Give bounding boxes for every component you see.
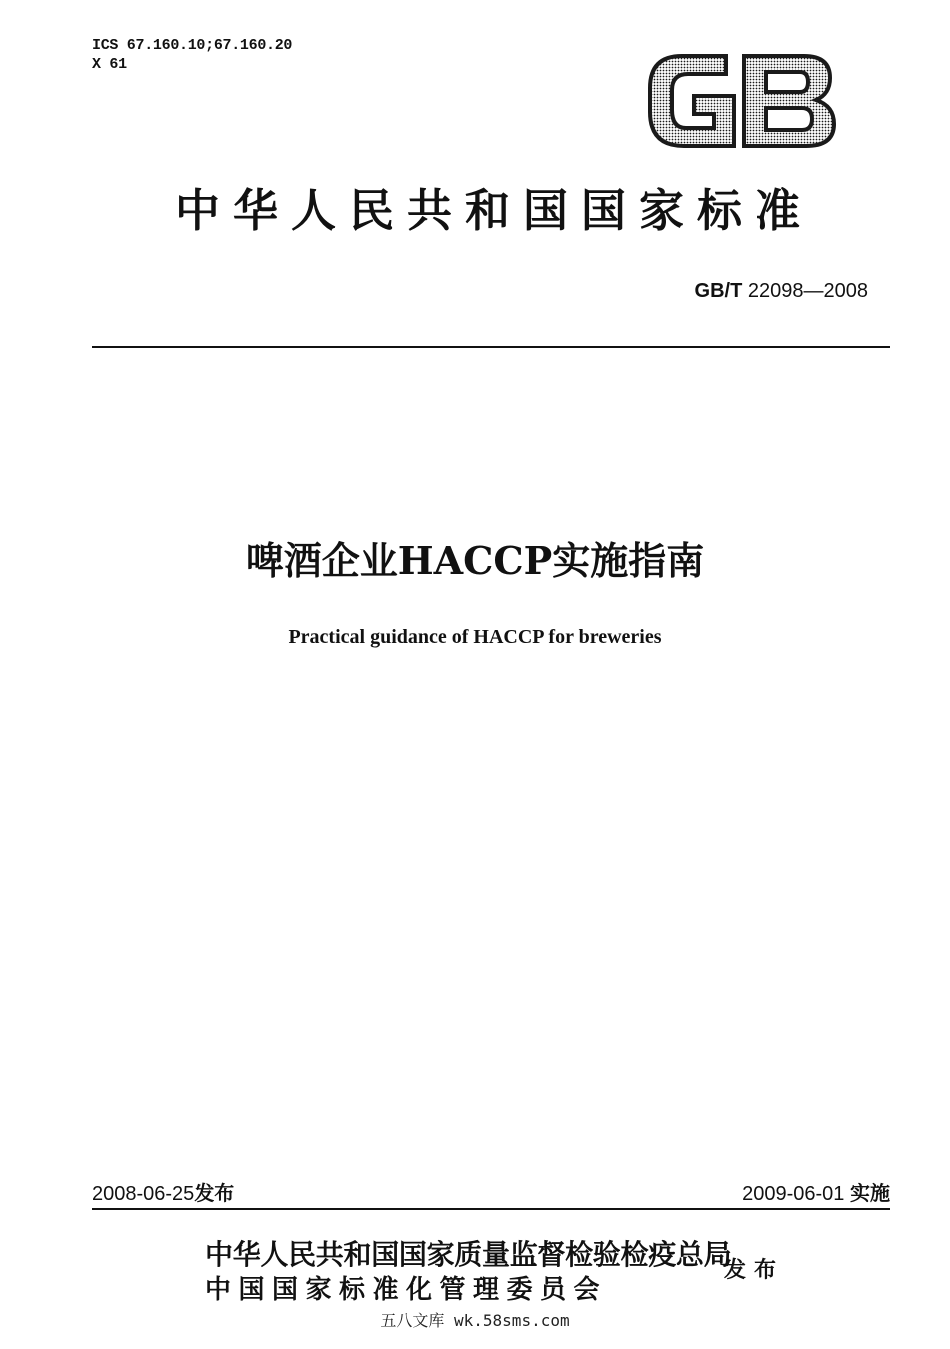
issuer-aqsiq: 中华人民共和国国家质量监督检验检疫总局 xyxy=(205,1238,732,1271)
issue-date-block xyxy=(92,1182,234,1206)
gb-logo-icon xyxy=(644,48,840,152)
implementation-date-block xyxy=(742,1182,890,1206)
national-standard-title: 中华人民共和国国家标准 xyxy=(174,184,813,237)
ccs-code: X 61 xyxy=(92,56,127,73)
implementation-date: 2009-06-01 xyxy=(742,1183,845,1205)
footer-divider xyxy=(92,1208,890,1210)
document-title-en: Practical guidance of HACCP for breweries xyxy=(288,626,662,648)
issue-label: 发布 xyxy=(194,1183,235,1205)
standard-number xyxy=(695,279,868,303)
issuer-sac: 中国国家标准化管理委员会 xyxy=(205,1275,608,1305)
ics-code: ICS 67.160.10;67.160.20 xyxy=(92,37,293,54)
standard-code: 22098—2008 xyxy=(747,280,868,302)
implementation-label: 实施 xyxy=(850,1183,890,1205)
header-divider xyxy=(92,346,890,348)
publish-label: 发布 xyxy=(724,1258,785,1283)
watermark-text: 五八文库 wk.58sms.com xyxy=(380,1311,570,1330)
document-title-cn: 啤酒企业HACCP实施指南 xyxy=(245,538,705,583)
ics-code-block xyxy=(92,36,292,74)
issue-date: 2008-06-25 xyxy=(92,1183,195,1205)
standard-prefix: GB/T xyxy=(694,280,743,302)
